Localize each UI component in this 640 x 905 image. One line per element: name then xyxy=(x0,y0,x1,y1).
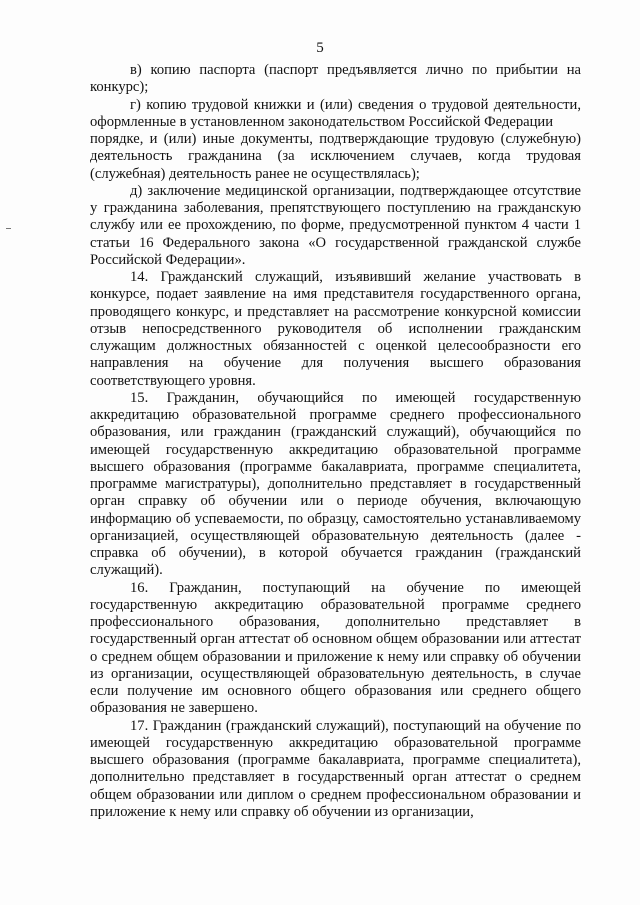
paragraph-item-d: д) заключение медицинской организации, подтверждающее отсутствие у гражданина заболевания, препятствующего поступлению на гражданскую службу или ее прохождению, по форме, предусмотренной пунктом 4 части 1 статьи 16 Федерального закона «О государственной гражданской службе Российской Федерации». xyxy=(90,182,581,268)
document-body xyxy=(90,62,581,821)
page-number: 5 xyxy=(316,40,324,56)
paragraph-clause-17: 17. Гражданин (гражданский служащий), поступающий на обучение по имеющей государственную аккредитацию образовательной программе высшего образования (программе бакалавриата, программе специалитета), дополнительно представляет в государственный орган аттестат о среднем общем образовании или диплом о среднем профессиональном образовании и приложение к нему или справку об обучении из организации, xyxy=(90,717,581,820)
margin-mark xyxy=(6,228,11,229)
paragraph-clause-16: 16. Гражданин, поступающий на обучение по имеющей государственную аккредитацию образовательной программе среднего профессионального образования, дополнительно представляет в государственный орган аттестат об основном общем образовании или аттестат о среднем общем образовании и приложение к нему или справку об обучении из организации, осуществляющей образовательную деятельность, в случае если получение им основного общего образования или среднего общего образования не завершено. xyxy=(90,579,581,717)
paragraph-item-v: в) копию паспорта (паспорт предъявляется лично по прибытии на конкурс); xyxy=(90,62,581,96)
paragraph-item-g-continued: порядке, и (или) иные документы, подтверждающие трудовую (служебную) деятельность гражданина (за исключением случаев, когда трудовая (служебная) деятельность ранее не осуществлялась); xyxy=(90,131,581,182)
paragraph-clause-14: 14. Гражданский служащий, изъявивший желание участвовать в конкурсе, подает заявление на имя представителя государственного органа, проводящего конкурс, и представляет на рассмотрение конкурсной комиссии отзыв непосредственного руководителя об исполнении гражданским служащим должностных обязанностей с оценкой целесообразности его направления на обучение для получения высшего образования соответствующего уровня. xyxy=(90,269,581,389)
paragraph-item-g: г) копию трудовой книжки и (или) сведения о трудовой деятельности, оформленные в установленном законодательством Российской Федерации xyxy=(90,96,581,130)
paragraph-clause-15: 15. Гражданин, обучающийся по имеющей государственную аккредитацию образовательной программе среднего профессионального образования, или гражданин (гражданский служащий), обучающийся по имеющей государственную аккредитацию образовательной программе высшего образования (программе бакалавриата, программе специалитета, программе магистратуры), дополнительно представляет в государственный орган справку об обучении или о периоде обучения, включающую информацию об успеваемости, по образцу, самостоятельно устанавливаемому организацией, осуществляющей образовательную деятельность (далее - справка об обучении), в которой обучается гражданин (гражданский служащий). xyxy=(90,389,581,579)
